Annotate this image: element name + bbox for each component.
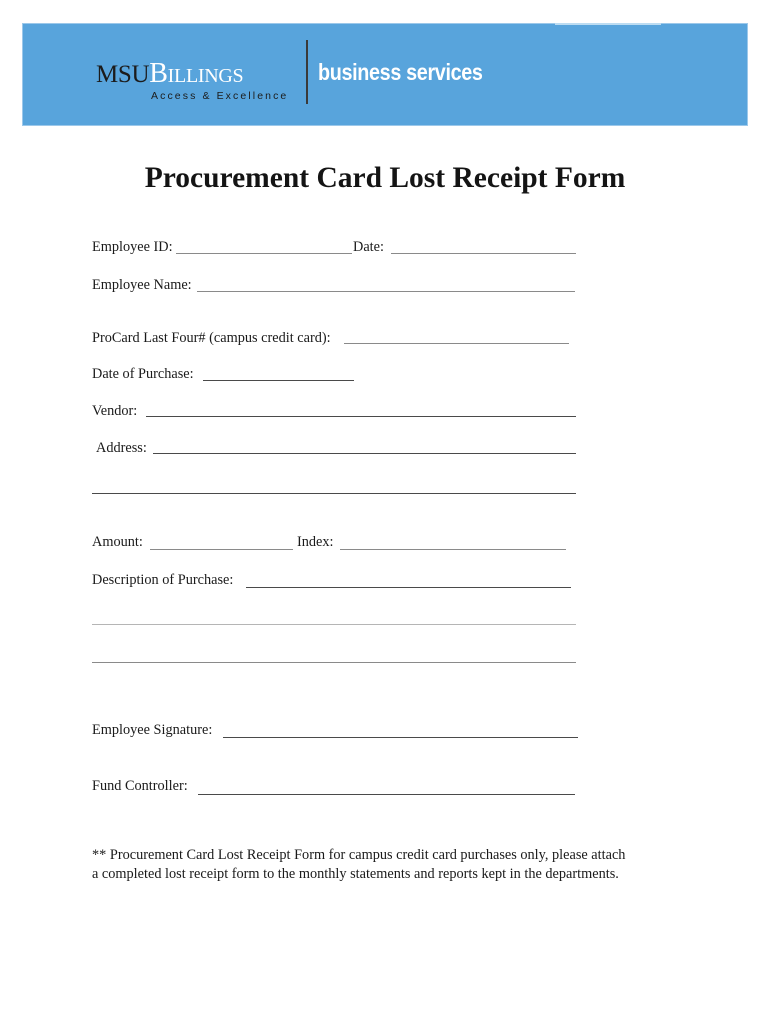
- procard-last-four-label: ProCard Last Four# (campus credit card):: [92, 330, 331, 346]
- vendor-label: Vendor:: [92, 403, 138, 419]
- description-field[interactable]: [246, 587, 571, 588]
- index-field[interactable]: [340, 549, 566, 550]
- date-field[interactable]: [391, 253, 576, 254]
- employee-name-field[interactable]: [197, 291, 575, 292]
- logo-wordmark: [96, 60, 243, 89]
- amount-field[interactable]: [150, 549, 293, 550]
- fund-controller-label: Fund Controller:: [92, 778, 188, 794]
- date-of-purchase-label: Date of Purchase:: [92, 366, 194, 382]
- fund-controller-field[interactable]: [198, 794, 575, 795]
- description-label: Description of Purchase:: [92, 572, 234, 588]
- form-title: Procurement Card Lost Receipt Form: [144, 162, 626, 194]
- procard-last-four-field[interactable]: [344, 343, 569, 344]
- logo-divider: [306, 40, 308, 104]
- employee-signature-label: Employee Signature:: [92, 722, 213, 738]
- employee-signature-field[interactable]: [223, 737, 578, 738]
- employee-name-label: Employee Name:: [92, 277, 192, 293]
- address-field[interactable]: [153, 453, 576, 454]
- logo-msu-text: MSU: [96, 61, 150, 88]
- amount-label: Amount:: [92, 534, 143, 550]
- employee-id-label: Employee ID:: [92, 239, 173, 255]
- index-label: Index:: [297, 534, 334, 550]
- description-field-line-3[interactable]: [92, 662, 576, 663]
- form-footnote: ** Procurement Card Lost Receipt Form for campus credit card purchases only, please attach a completed lost receipt form to the monthly statements and reports kept in the departments.: [92, 847, 626, 882]
- department-name: business services: [318, 59, 483, 85]
- employee-id-field[interactable]: [176, 253, 352, 254]
- address-label: Address:: [96, 440, 147, 456]
- description-field-line-2[interactable]: [92, 624, 576, 625]
- banner-notch: [555, 23, 661, 25]
- date-label: Date:: [353, 239, 384, 255]
- vendor-field[interactable]: [146, 416, 576, 417]
- date-of-purchase-field[interactable]: [203, 380, 354, 381]
- logo-tagline: Access & Excellence: [151, 90, 289, 102]
- header-banner: [22, 23, 748, 126]
- address-field-line-2[interactable]: [92, 493, 576, 494]
- logo-billings-text: Billings: [149, 58, 244, 89]
